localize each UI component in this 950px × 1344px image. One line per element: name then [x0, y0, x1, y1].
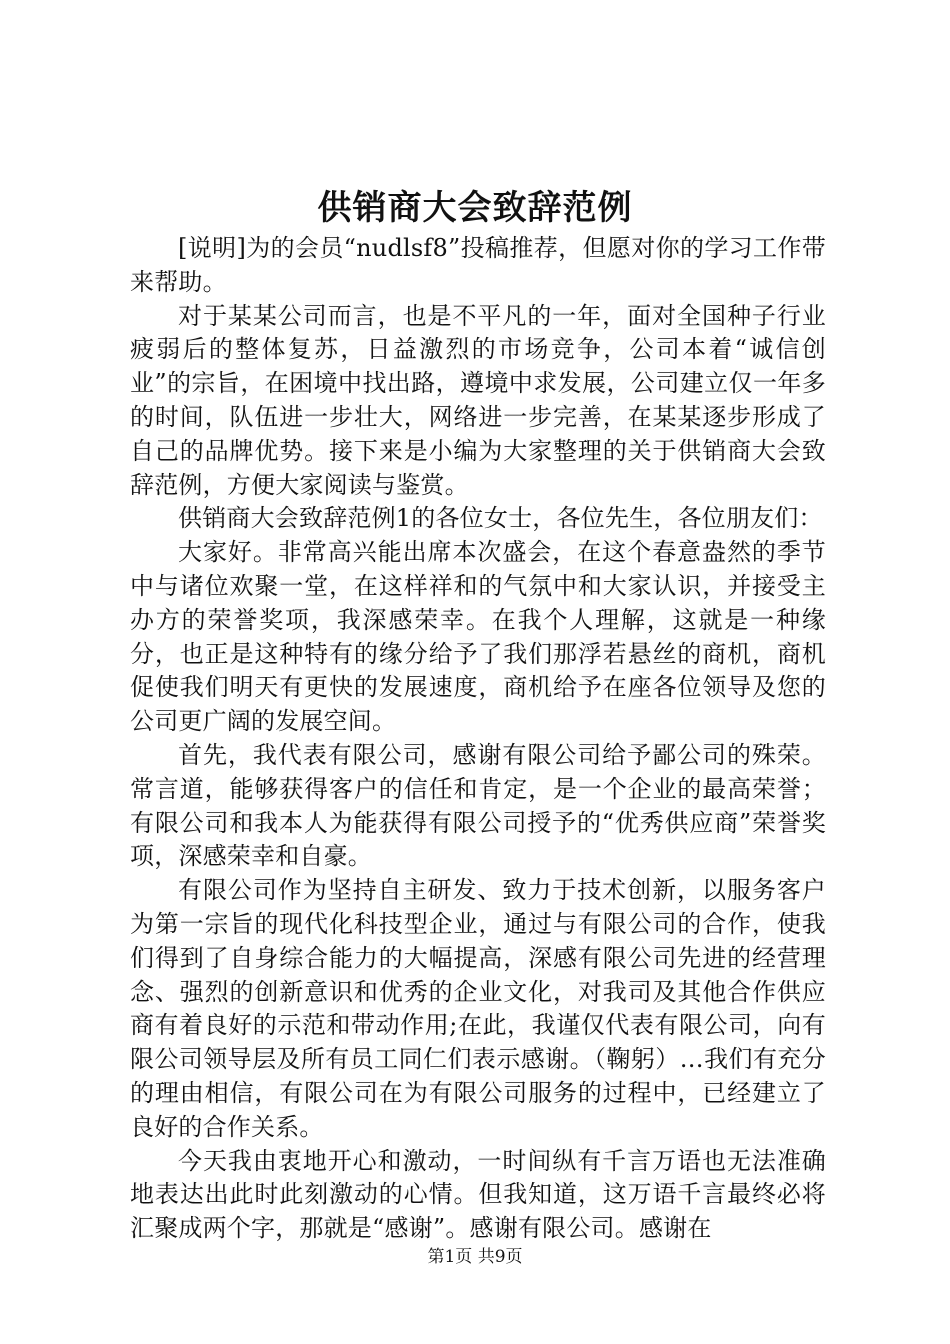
page-number: 第1页 共9页	[427, 1247, 523, 1267]
paragraph-cooperation: 有限公司作为坚持自主研发、致力于技术创新，以服务客户为第一宗旨的现代化科技型企业，通过与有限公司的合作，使我们得到了自身综合能力的大幅提高，深感有限公司先进的经营理念、强烈的创新意识和优秀的企业文化，对我司及其他合作供应商有着良好的示范和带动作用;在此，我谨仅代表有限公司，向有限公司领导层及所有员工同仁们表示感谢。（鞠躬）…我们有充分的理由相信，有限公司在为有限公司服务的过程中，已经建立了良好的合作关系。	[130, 876, 826, 1141]
paragraph-thanks: 首先，我代表有限公司，感谢有限公司给予鄙公司的殊荣。常言道，能够获得客户的信任和肯定，是一个企业的最高荣誉；有限公司和我本人为能获得有限公司授予的“优秀供应商”荣誉奖项，深感荣幸和自豪。	[130, 740, 826, 871]
paragraph-closing: 今天我由衷地开心和激动，一时间纵有千言万语也无法准确地表达出此时此刻激动的心情。但我知道，这万语千言最终必将汇聚成两个字，那就是“感谢”。感谢有限公司。感谢在	[130, 1146, 826, 1243]
paragraph-greeting: 大家好。非常高兴能出席本次盛会，在这个春意盎然的季节中与诸位欢聚一堂，在这样祥和的气氛中和大家认识，并接受主办方的荣誉奖项，我深感荣幸。在我个人理解，这就是一种缘分，也正是这种特有的缘分给予了我们那浮若悬丝的商机，商机促使我们明天有更快的发展速度，商机给予在座各位领导及您的公司更广阔的发展空间。	[130, 538, 826, 736]
paragraph-note: [说明]为的会员“nudlsf8”投稿推荐，但愿对你的学习工作带来帮助。	[130, 234, 826, 296]
paragraph-example-heading: 供销商大会致辞范例1的各位女士，各位先生，各位朋友们：	[178, 504, 823, 533]
document-title: 供销商大会致辞范例	[317, 188, 633, 228]
document-body	[130, 232, 826, 1246]
paragraph-intro: 对于某某公司而言，也是不平凡的一年，面对全国种子行业疲弱后的整体复苏，日益激烈的市场竞争，公司本着“诚信创业”的宗旨，在困境中找出路，遵境中求发展，公司建立仅一年多的时间，队伍进一步壮大，网络进一步完善，在某某逐步形成了自己的品牌优势。接下来是小编为大家整理的关于供销商大会致辞范例，方便大家阅读与鉴赏。	[130, 301, 826, 499]
